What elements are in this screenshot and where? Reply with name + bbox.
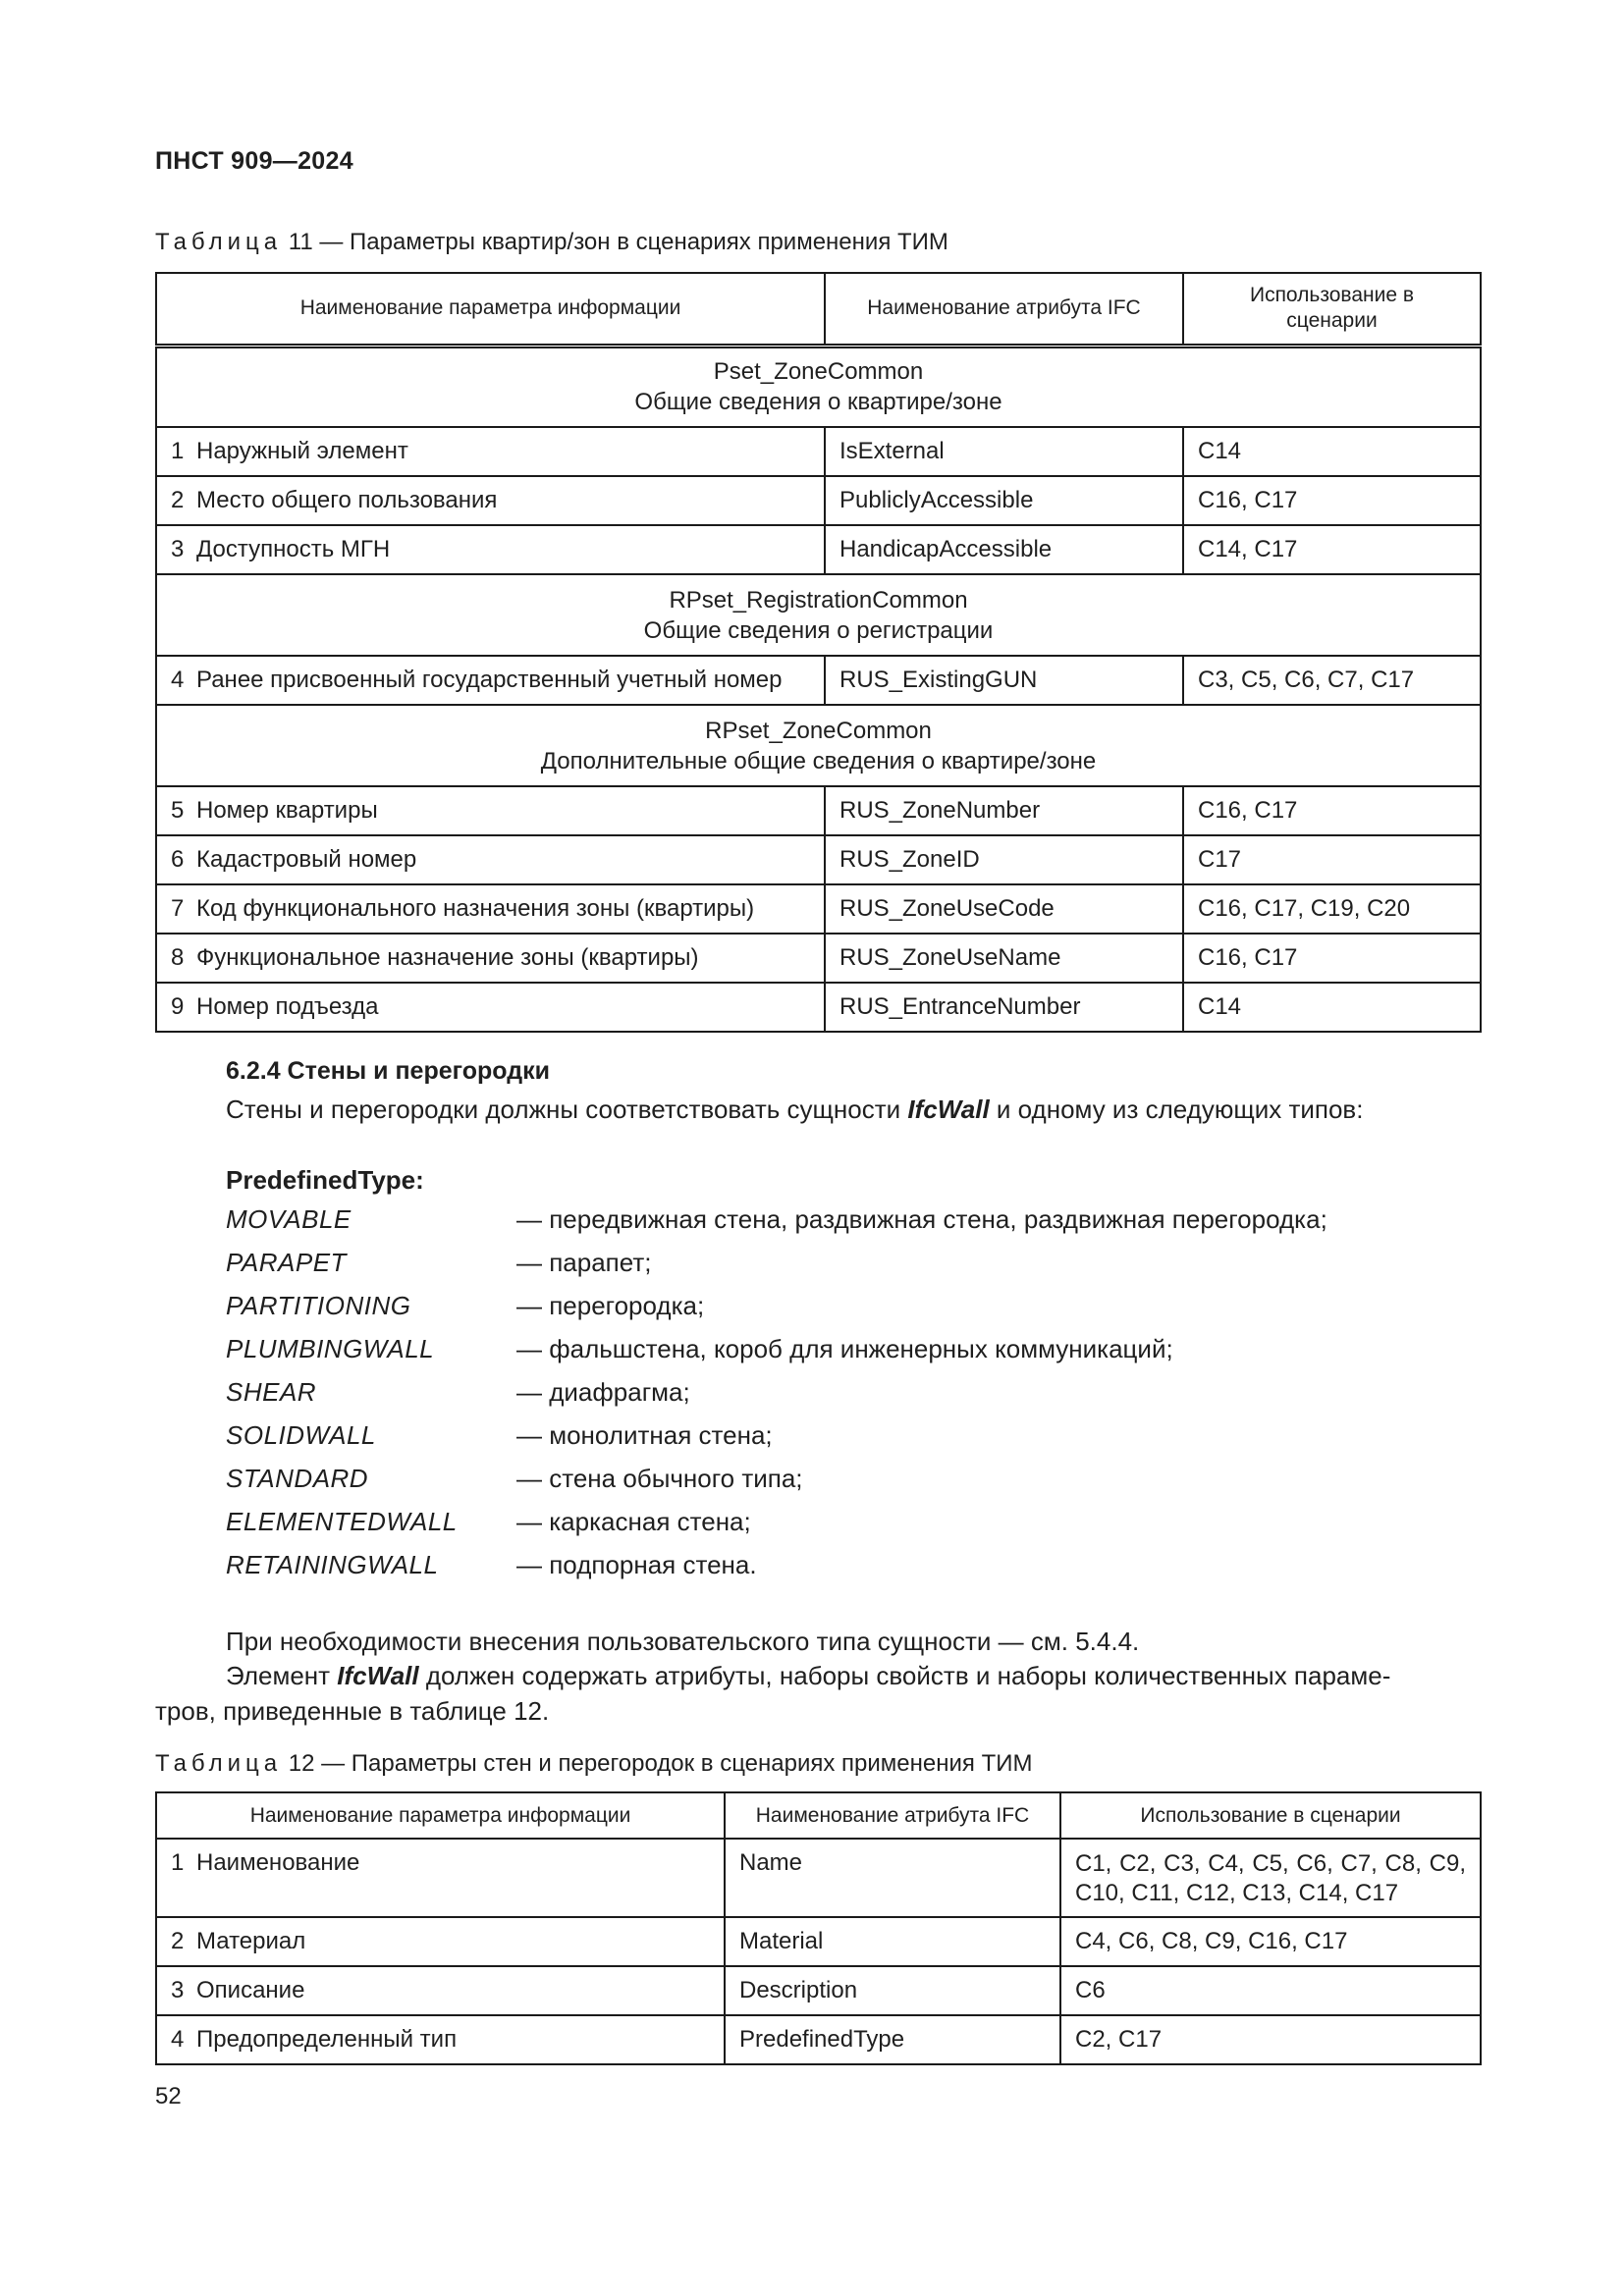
ifc-attribute: HandicapAccessible bbox=[825, 525, 1183, 574]
type-code: SOLIDWALL bbox=[226, 1420, 376, 1450]
group-name: RPset_RegistrationCommon bbox=[669, 586, 968, 614]
param-cell bbox=[156, 476, 825, 525]
predefined-type-label: PredefinedType: bbox=[226, 1165, 424, 1195]
column-header bbox=[1183, 273, 1481, 346]
predefined-type-item bbox=[226, 1414, 773, 1457]
scenario-usage: С2, С17 bbox=[1060, 2015, 1481, 2064]
column-header-line: Использование в сценарии bbox=[1249, 284, 1415, 333]
param-name: Ранее присвоенный государственный учетный номер bbox=[196, 667, 783, 693]
type-description: — фальшстена, короб для инженерных коммуникаций; bbox=[516, 1334, 1173, 1363]
type-code: ELEMENTEDWALL bbox=[226, 1507, 458, 1536]
row-number: 6 bbox=[171, 846, 185, 873]
section-intro bbox=[226, 1092, 1363, 1127]
row-number: 3 bbox=[171, 1977, 185, 2003]
table-12-caption bbox=[155, 1750, 1032, 1778]
paragraph-text: Элемент bbox=[226, 1661, 338, 1690]
param-name: Код функционального назначения зоны (квартиры) bbox=[196, 895, 755, 922]
intro-text: и одному из следующих типов: bbox=[989, 1095, 1364, 1124]
param-name: Номер подъезда bbox=[196, 993, 379, 1020]
param-cell bbox=[156, 835, 825, 884]
predefined-type-item bbox=[226, 1327, 1173, 1370]
type-code: RETAININGWALL bbox=[226, 1550, 439, 1579]
custom-type-note: При необходимости внесения пользовательского типа сущности — см. 5.4.4. bbox=[226, 1627, 1140, 1656]
group-name: Pset_ZoneCommon bbox=[713, 358, 924, 386]
table-row bbox=[156, 835, 1481, 884]
document-code: ПНСТ 909—2024 bbox=[155, 147, 353, 175]
table-row bbox=[156, 1839, 1481, 1917]
table-11-caption bbox=[155, 229, 948, 256]
column-header: Наименование параметра информации bbox=[156, 1792, 725, 1839]
table-row bbox=[156, 1917, 1481, 1966]
group-cell bbox=[156, 574, 1481, 656]
param-cell bbox=[156, 656, 825, 705]
table-caption-text: 11 — Параметры квартир/зон в сценариях применения ТИМ bbox=[282, 229, 948, 255]
type-code: PARAPET bbox=[226, 1248, 347, 1277]
group-description: Общие сведения о регистрации bbox=[643, 616, 994, 644]
ifc-attribute: PredefinedType bbox=[725, 2015, 1060, 2064]
table-row bbox=[156, 934, 1481, 983]
param-cell bbox=[156, 1966, 725, 2015]
column-header: Использование в сценарии bbox=[1060, 1792, 1481, 1839]
param-name: Место общего пользования bbox=[196, 487, 498, 513]
scenario-usage: С16, С17 bbox=[1183, 476, 1481, 525]
table-caption-prefix: Таблица bbox=[155, 1750, 283, 1777]
entity-name: IfcWall bbox=[337, 1661, 419, 1690]
type-description: — стена обычного типа; bbox=[516, 1464, 803, 1493]
table-12 bbox=[155, 1791, 1482, 2065]
ifc-attribute: RUS_ZoneID bbox=[825, 835, 1183, 884]
row-number: 3 bbox=[171, 536, 185, 562]
predefined-type-item bbox=[226, 1370, 690, 1414]
type-description: — монолитная стена; bbox=[516, 1420, 773, 1450]
type-description: — каркасная стена; bbox=[516, 1507, 751, 1536]
param-name: Наружный элемент bbox=[196, 438, 408, 464]
row-number: 2 bbox=[171, 1928, 185, 1954]
type-description: — подпорная стена. bbox=[516, 1550, 757, 1579]
param-name: Наименование bbox=[196, 1849, 360, 1876]
param-cell bbox=[156, 983, 825, 1032]
param-cell bbox=[156, 934, 825, 983]
param-cell bbox=[156, 427, 825, 476]
ifc-attribute: RUS_ZoneNumber bbox=[825, 786, 1183, 835]
group-description: Общие сведения о квартире/зоне bbox=[634, 389, 1002, 416]
table-group-row bbox=[156, 705, 1481, 786]
type-code: STANDARD bbox=[226, 1464, 369, 1493]
table-group-row bbox=[156, 346, 1481, 427]
element-paragraph bbox=[226, 1658, 1480, 1693]
scenario-usage: С14 bbox=[1183, 427, 1481, 476]
table-row bbox=[156, 2015, 1481, 2064]
group-cell bbox=[156, 346, 1481, 427]
row-number: 9 bbox=[171, 993, 185, 1020]
column-header: Наименование параметра информации bbox=[156, 273, 825, 346]
param-name: Кадастровый номер bbox=[196, 846, 417, 873]
predefined-type-item bbox=[226, 1543, 757, 1586]
scenario-usage: С6 bbox=[1060, 1966, 1481, 2015]
param-name: Описание bbox=[196, 1977, 305, 2003]
row-number: 1 bbox=[171, 1849, 185, 1876]
table-group-row bbox=[156, 574, 1481, 656]
ifc-attribute: RUS_ZoneUseName bbox=[825, 934, 1183, 983]
ifc-attribute: Description bbox=[725, 1966, 1060, 2015]
param-name: Номер квартиры bbox=[196, 797, 378, 824]
type-description: — парапет; bbox=[516, 1248, 652, 1277]
param-name: Функциональное назначение зоны (квартиры) bbox=[196, 944, 699, 971]
param-cell bbox=[156, 2015, 725, 2064]
row-number: 8 bbox=[171, 944, 185, 971]
scenario-usage: С16, С17 bbox=[1183, 786, 1481, 835]
table-row bbox=[156, 427, 1481, 476]
scenario-usage: С14 bbox=[1183, 983, 1481, 1032]
predefined-type-item bbox=[226, 1284, 704, 1327]
predefined-type-item bbox=[226, 1198, 1327, 1241]
predefined-type-item bbox=[226, 1457, 803, 1500]
scenario-usage: С3, С5, С6, С7, С17 bbox=[1183, 656, 1481, 705]
row-number: 2 bbox=[171, 487, 185, 513]
table-row bbox=[156, 476, 1481, 525]
table-caption-prefix: Таблица bbox=[155, 229, 283, 255]
group-cell bbox=[156, 705, 1481, 786]
type-description: — передвижная стена, раздвижная стена, раздвижная перегородка; bbox=[516, 1204, 1327, 1234]
scenario-usage: С14, С17 bbox=[1183, 525, 1481, 574]
type-code: SHEAR bbox=[226, 1377, 317, 1407]
type-code: PARTITIONING bbox=[226, 1291, 411, 1320]
row-number: 7 bbox=[171, 895, 185, 922]
param-cell bbox=[156, 1917, 725, 1966]
table-row bbox=[156, 656, 1481, 705]
scenario-usage: С4, С6, С8, С9, С16, С17 bbox=[1060, 1917, 1481, 1966]
param-cell bbox=[156, 786, 825, 835]
element-paragraph-continued: тров, приведенные в таблице 12. bbox=[155, 1696, 550, 1726]
group-name: RPset_ZoneCommon bbox=[705, 717, 932, 744]
ifc-attribute: RUS_ExistingGUN bbox=[825, 656, 1183, 705]
predefined-type-item bbox=[226, 1500, 751, 1543]
type-code: MOVABLE bbox=[226, 1204, 352, 1234]
row-number: 4 bbox=[171, 667, 185, 693]
table-row bbox=[156, 884, 1481, 934]
row-number: 4 bbox=[171, 2026, 185, 2053]
table-row bbox=[156, 1966, 1481, 2015]
table-row bbox=[156, 525, 1481, 574]
ifc-attribute: RUS_EntranceNumber bbox=[825, 983, 1183, 1032]
table-row bbox=[156, 983, 1481, 1032]
param-name: Материал bbox=[196, 1928, 306, 1954]
group-description: Дополнительные общие сведения о квартире/зоне bbox=[540, 747, 1097, 774]
scenario-usage: С1, С2, С3, С4, С5, С6, С7, С8, С9, С10, С11, С12, С13, С14, С17 bbox=[1060, 1839, 1481, 1917]
entity-name: IfcWall bbox=[907, 1095, 990, 1124]
section-title: 6.2.4 Стены и перегородки bbox=[226, 1057, 550, 1085]
ifc-attribute: PubliclyAccessible bbox=[825, 476, 1183, 525]
type-description: — диафрагма; bbox=[516, 1377, 690, 1407]
page-number: 52 bbox=[155, 2083, 182, 2109]
ifc-attribute: IsExternal bbox=[825, 427, 1183, 476]
column-header: Наименование атрибута IFC bbox=[725, 1792, 1060, 1839]
ifc-attribute: RUS_ZoneUseCode bbox=[825, 884, 1183, 934]
scenario-usage: С16, С17, С19, С20 bbox=[1183, 884, 1481, 934]
row-number: 5 bbox=[171, 797, 185, 824]
param-name: Предопределенный тип bbox=[196, 2026, 458, 2053]
param-cell bbox=[156, 1839, 725, 1917]
type-description: — перегородка; bbox=[516, 1291, 705, 1320]
paragraph-text: должен содержать атрибуты, наборы свойств и наборы количественных параме- bbox=[418, 1661, 1391, 1690]
param-name: Доступность МГН bbox=[196, 536, 391, 562]
ifc-attribute: Material bbox=[725, 1917, 1060, 1966]
param-cell bbox=[156, 884, 825, 934]
param-cell bbox=[156, 525, 825, 574]
scenario-usage: С17 bbox=[1183, 835, 1481, 884]
ifc-attribute: Name bbox=[725, 1839, 1060, 1917]
row-number: 1 bbox=[171, 438, 185, 464]
column-header: Наименование атрибута IFC bbox=[825, 273, 1183, 346]
intro-text: Стены и перегородки должны соответствовать сущности bbox=[226, 1095, 908, 1124]
table-11 bbox=[155, 272, 1482, 1033]
table-row bbox=[156, 786, 1481, 835]
predefined-type-item bbox=[226, 1241, 652, 1284]
table-caption-text: 12 — Параметры стен и перегородок в сценариях применения ТИМ bbox=[282, 1750, 1033, 1777]
type-code: PLUMBINGWALL bbox=[226, 1334, 435, 1363]
scenario-usage: С16, С17 bbox=[1183, 934, 1481, 983]
